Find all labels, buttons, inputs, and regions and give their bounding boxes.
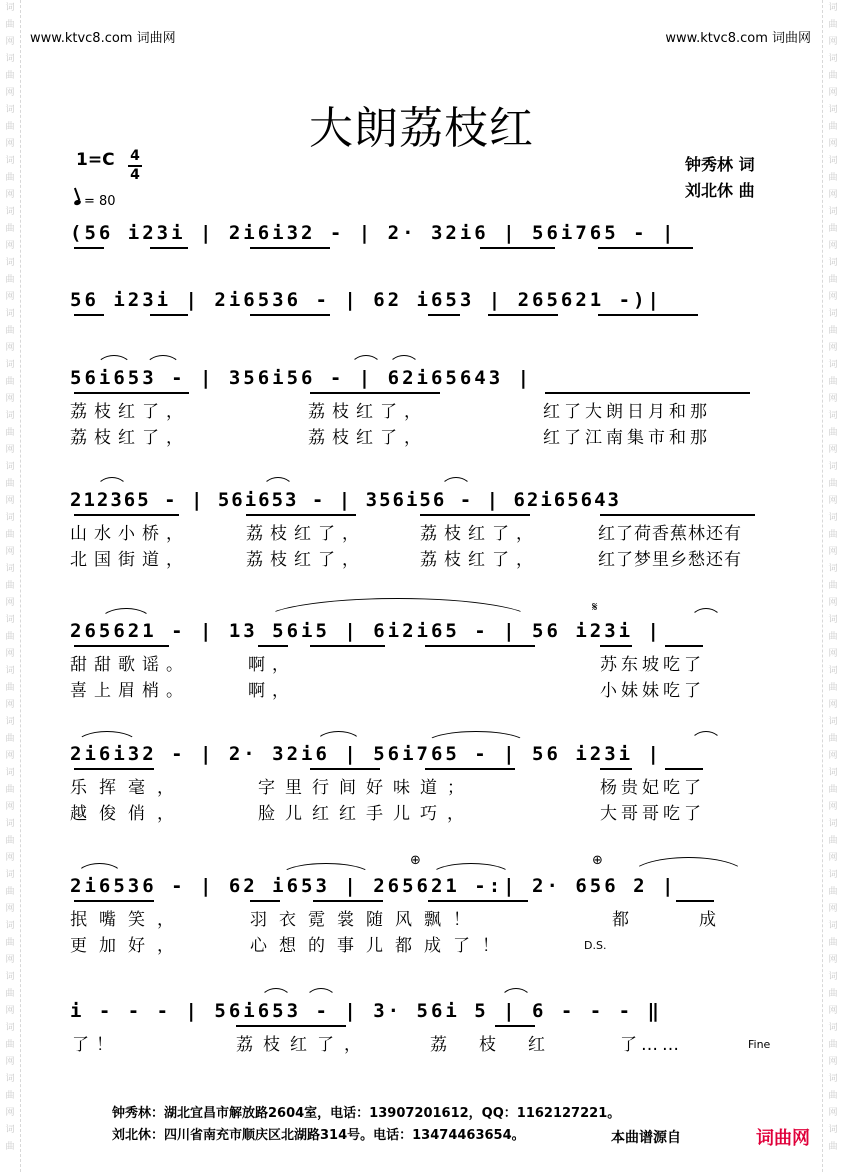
music-line: 212365 - | 56i653 - | 356i56 - | 62i65643 (70, 489, 621, 511)
watermark-glyph: 网 (5, 598, 15, 608)
lyric-verse2: 荔枝红了， (420, 550, 540, 570)
lyric-line: 荔枝红了， (236, 1035, 371, 1055)
watermark-glyph: 网 (5, 241, 15, 251)
lyric-verse1: 杨贵妃吃了 (600, 778, 705, 798)
watermark-glyph: 词 (828, 411, 838, 421)
watermark-glyph: 网 (5, 343, 15, 353)
lyric-verse2: 越俊俏， (70, 804, 186, 824)
lyric-verse2: 荔枝红了， (308, 428, 428, 448)
lyric-verse1: 山水小桥， (70, 524, 190, 544)
watermark-glyph: 网 (828, 1006, 838, 1016)
lyric-verse2: 红了梦里乡愁还有 (598, 550, 742, 570)
watermark-glyph: 词 (5, 462, 15, 472)
music-line: 265621 - | 13 56i5 | 6i2i65 - | 56 i23i | (70, 620, 662, 642)
coda-sign: ⊕ (592, 853, 603, 868)
watermark-glyph: 网 (828, 343, 838, 353)
watermark-glyph: 曲 (5, 224, 15, 234)
composer-contact: 刘北休：四川省南充市顺庆区北湖路314号。电话：13474463654。 (112, 1128, 525, 1143)
watermark-glyph: 词 (5, 3, 15, 13)
watermark-glyph: 网 (828, 292, 838, 302)
watermark-glyph: 词 (828, 462, 838, 472)
watermark-glyph: 网 (5, 1006, 15, 1016)
lyric-verse2: 啊， (248, 681, 296, 701)
watermark-glyph: 曲 (828, 326, 838, 336)
lyric-verse2: 喜上眉梢。 (70, 681, 190, 701)
watermark-glyph: 词 (5, 921, 15, 931)
watermark-glyph: 曲 (828, 785, 838, 795)
lyric-verse1: 都成 (612, 910, 786, 930)
watermark-glyph: 网 (828, 649, 838, 659)
watermark-glyph: 词 (5, 1074, 15, 1084)
tempo-marking (74, 194, 116, 209)
watermark-glyph: 网 (5, 904, 15, 914)
lyric-verse2: 荔枝红了， (246, 550, 366, 570)
watermark-glyph: 词 (828, 1023, 838, 1033)
left-watermark-strip (0, 0, 21, 1172)
time-signature (128, 149, 142, 183)
lyric-verse2: 大哥哥吃了 (600, 804, 705, 824)
lyric-verse1: 苏东坡吃了 (600, 655, 705, 675)
watermark-glyph: 词 (828, 717, 838, 727)
watermark-glyph: 词 (5, 258, 15, 268)
watermark-glyph: 曲 (828, 275, 838, 285)
watermark-glyph: 网 (828, 139, 838, 149)
watermark-glyph: 曲 (828, 122, 838, 132)
watermark-glyph: 词 (5, 1023, 15, 1033)
lyric-verse1: 啊， (248, 655, 296, 675)
watermark-glyph: 词 (828, 972, 838, 982)
watermark-glyph: 词 (828, 207, 838, 217)
watermark-glyph: 网 (828, 904, 838, 914)
tempo-value: = 80 (84, 194, 116, 209)
watermark-glyph: 词 (5, 717, 15, 727)
watermark-glyph: 曲 (828, 71, 838, 81)
watermark-glyph: 曲 (828, 683, 838, 693)
watermark-glyph: 曲 (5, 530, 15, 540)
lyric-verse1: 抿嘴笑， (70, 910, 186, 930)
watermark-glyph: 曲 (828, 530, 838, 540)
watermark-glyph: 曲 (5, 785, 15, 795)
watermark-glyph: 网 (828, 1108, 838, 1118)
watermark-glyph: 曲 (5, 275, 15, 285)
watermark-glyph: 曲 (828, 887, 838, 897)
music-line: (56 i23i | 2i6i32 - | 2· 32i6 | 56i765 - | (70, 222, 677, 244)
watermark-glyph: 曲 (5, 122, 15, 132)
watermark-glyph: 网 (5, 1108, 15, 1118)
watermark-glyph: 网 (5, 190, 15, 200)
watermark-glyph: 词 (5, 819, 15, 829)
watermark-glyph: 网 (5, 394, 15, 404)
lyric-verse1: 荔枝红了， (246, 524, 366, 544)
music-line: i - - - | 56i653 - | 3· 56i 5 | 6 - - - ‖ (70, 1000, 662, 1022)
watermark-glyph: 网 (5, 751, 15, 761)
watermark-glyph: 词 (828, 768, 838, 778)
watermark-glyph: 网 (828, 88, 838, 98)
lyric-verse1: 荔枝红了， (308, 402, 428, 422)
lyric-verse2: 北国街道， (70, 550, 190, 570)
watermark-glyph: 词 (5, 411, 15, 421)
watermark-glyph: 网 (5, 1057, 15, 1067)
watermark-glyph: 网 (828, 241, 838, 251)
watermark-glyph: 曲 (5, 20, 15, 30)
watermark-glyph: 词 (828, 309, 838, 319)
watermark-glyph: 网 (828, 1057, 838, 1067)
music-line: 2i6536 - | 62 i653 | 265621 -:| 2· 656 2 | (70, 875, 677, 897)
lyric-verse1: 羽衣霓裳随风飘！ (250, 910, 482, 930)
watermark-glyph: 网 (5, 700, 15, 710)
lyric-verse2: 心想的事儿都成了！ (250, 936, 511, 956)
source-note: 本曲谱源自 (611, 1130, 681, 1146)
watermark-glyph: 曲 (5, 1091, 15, 1101)
lyricist-credit: 钟秀林 词 (685, 155, 755, 174)
watermark-glyph: 曲 (828, 989, 838, 999)
watermark-glyph: 网 (5, 955, 15, 965)
watermark-glyph: 网 (5, 37, 15, 47)
watermark-glyph: 曲 (5, 683, 15, 693)
lyric-verse2: 小妹妹吃了 (600, 681, 705, 701)
watermark-glyph: 网 (5, 445, 15, 455)
watermark-glyph: 网 (5, 139, 15, 149)
watermark-glyph: 词 (828, 666, 838, 676)
watermark-glyph: 曲 (828, 1142, 838, 1152)
watermark-glyph: 网 (828, 37, 838, 47)
watermark-glyph: 词 (5, 513, 15, 523)
watermark-glyph: 网 (828, 751, 838, 761)
watermark-glyph: 曲 (828, 734, 838, 744)
lyric-verse1: 荔枝红了， (420, 524, 540, 544)
lyric-verse1: 甜甜歌谣。 (70, 655, 190, 675)
lyricist-contact: 钟秀林：湖北宜昌市解放路2604室，电话：13907201612，QQ：1162127221。 (112, 1106, 621, 1121)
watermark-glyph: 曲 (5, 326, 15, 336)
watermark-glyph: 词 (828, 105, 838, 115)
watermark-glyph: 词 (5, 54, 15, 64)
song-title: 大朗荔枝红 (309, 103, 534, 154)
watermark-glyph: 网 (828, 496, 838, 506)
lyric-verse2: 荔枝红了， (70, 428, 190, 448)
watermark-glyph: 词 (5, 666, 15, 676)
watermark-glyph: 词 (828, 513, 838, 523)
quarter-note-icon (73, 199, 81, 206)
watermark-glyph: 曲 (828, 632, 838, 642)
watermark-glyph: 词 (5, 156, 15, 166)
watermark-glyph: 网 (5, 496, 15, 506)
watermark-glyph: 网 (828, 190, 838, 200)
segno-sign: 𝄋 (592, 600, 598, 615)
watermark-glyph: 曲 (5, 479, 15, 489)
watermark-glyph: 词 (828, 54, 838, 64)
watermark-glyph: 词 (5, 615, 15, 625)
watermark-glyph: 曲 (5, 173, 15, 183)
watermark-glyph: 曲 (5, 989, 15, 999)
lyric-verse2: 脸儿红红手儿巧， (258, 804, 474, 824)
watermark-glyph: 网 (5, 802, 15, 812)
lyric-line: 荔枝红 (430, 1035, 577, 1055)
watermark-glyph: 网 (828, 547, 838, 557)
coda-sign: ⊕ (410, 853, 421, 868)
lyric-verse2: 更加好， (70, 936, 186, 956)
watermark-glyph: 网 (5, 853, 15, 863)
ds-marking: D.S. (584, 939, 607, 952)
watermark-glyph: 曲 (828, 1091, 838, 1101)
watermark-glyph: 曲 (828, 224, 838, 234)
watermark-glyph: 网 (828, 802, 838, 812)
watermark-glyph: 曲 (5, 632, 15, 642)
watermark-glyph: 曲 (828, 1040, 838, 1050)
watermark-glyph: 曲 (5, 581, 15, 591)
watermark-glyph: 网 (828, 598, 838, 608)
watermark-glyph: 网 (5, 547, 15, 557)
lyric-verse1: 乐挥毫， (70, 778, 186, 798)
header-site-right[interactable]: www.ktvc8.com 词曲网 (665, 31, 811, 46)
watermark-glyph: 词 (828, 258, 838, 268)
watermark-glyph: 词 (828, 1074, 838, 1084)
music-line: 56 i23i | 2i6536 - | 62 i653 | 265621 -)| (70, 289, 662, 311)
watermark-glyph: 网 (828, 853, 838, 863)
watermark-glyph: 词 (5, 870, 15, 880)
watermark-glyph: 网 (828, 445, 838, 455)
watermark-glyph: 词 (828, 615, 838, 625)
watermark-glyph: 曲 (5, 1040, 15, 1050)
watermark-glyph: 词 (828, 921, 838, 931)
watermark-glyph: 词 (828, 360, 838, 370)
lyric-verse1: 红了大朗日月和那 (543, 402, 711, 422)
watermark-glyph: 词 (5, 360, 15, 370)
lyric-line: 了！ (72, 1035, 120, 1055)
watermark-glyph: 词 (828, 156, 838, 166)
time-sig-top: 4 (130, 148, 140, 164)
watermark-glyph: 曲 (828, 479, 838, 489)
key-signature: 1=C (76, 150, 115, 170)
brand-logo[interactable]: 词曲网 (756, 1128, 810, 1149)
watermark-glyph: 词 (5, 105, 15, 115)
watermark-glyph: 词 (5, 309, 15, 319)
watermark-glyph: 词 (5, 207, 15, 217)
watermark-glyph: 词 (828, 870, 838, 880)
watermark-glyph: 曲 (5, 734, 15, 744)
watermark-glyph: 曲 (828, 836, 838, 846)
watermark-glyph: 曲 (5, 887, 15, 897)
watermark-glyph: 网 (5, 649, 15, 659)
watermark-glyph: 曲 (5, 1142, 15, 1152)
watermark-glyph: 曲 (5, 377, 15, 387)
header-site-left[interactable]: www.ktvc8.com 词曲网 (30, 31, 176, 46)
watermark-glyph: 曲 (828, 938, 838, 948)
lyric-verse1: 字里行间好味道； (258, 778, 474, 798)
watermark-glyph: 曲 (5, 836, 15, 846)
watermark-glyph: 词 (5, 768, 15, 778)
watermark-glyph: 曲 (828, 428, 838, 438)
watermark-glyph: 词 (5, 972, 15, 982)
watermark-glyph: 词 (828, 1125, 838, 1135)
fine-marking: Fine (748, 1038, 771, 1051)
music-line: 2i6i32 - | 2· 32i6 | 56i765 - | 56 i23i | (70, 743, 662, 765)
watermark-glyph: 词 (5, 1125, 15, 1135)
watermark-glyph: 网 (5, 88, 15, 98)
watermark-glyph: 词 (828, 3, 838, 13)
time-sig-bottom: 4 (130, 167, 140, 183)
watermark-glyph: 网 (5, 292, 15, 302)
watermark-glyph: 曲 (828, 377, 838, 387)
watermark-glyph: 曲 (828, 173, 838, 183)
watermark-glyph: 词 (828, 819, 838, 829)
composer-credit: 刘北休 曲 (685, 181, 755, 200)
watermark-glyph: 网 (828, 700, 838, 710)
music-line: 56i653 - | 356i56 - | 62i65643 | (70, 367, 533, 389)
watermark-glyph: 曲 (828, 20, 838, 30)
watermark-glyph: 词 (5, 564, 15, 574)
watermark-glyph: 词 (828, 564, 838, 574)
watermark-glyph: 曲 (5, 938, 15, 948)
watermark-glyph: 曲 (828, 581, 838, 591)
right-watermark-strip (822, 0, 843, 1172)
watermark-glyph: 网 (828, 394, 838, 404)
watermark-glyph: 曲 (5, 71, 15, 81)
lyric-verse1: 荔枝红了， (70, 402, 190, 422)
watermark-glyph: 曲 (5, 428, 15, 438)
watermark-glyph: 网 (828, 955, 838, 965)
lyric-verse1: 红了荷香蕉林还有 (598, 524, 742, 544)
lyric-verse2: 红了江南集市和那 (543, 428, 711, 448)
lyric-line: 了…… (620, 1035, 683, 1055)
